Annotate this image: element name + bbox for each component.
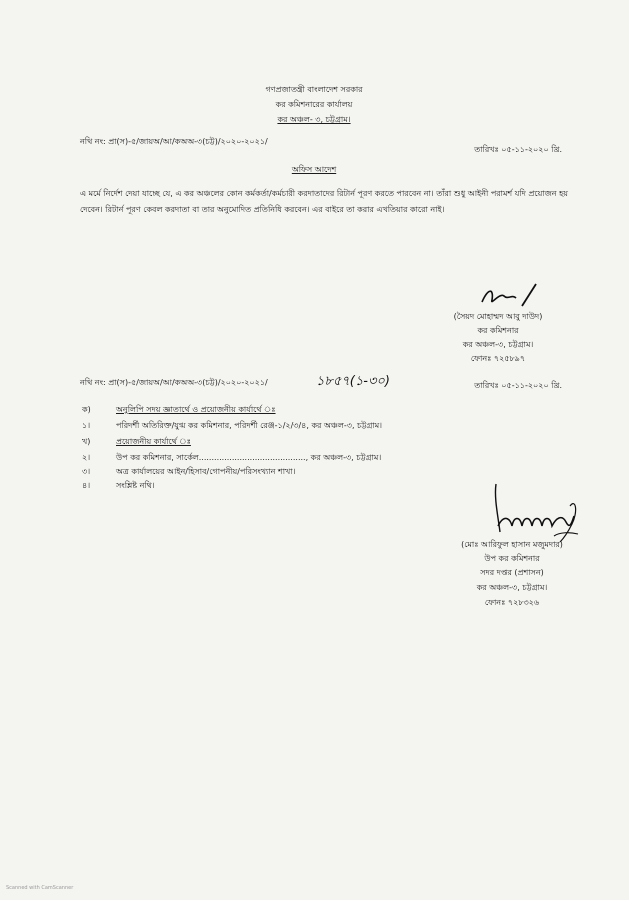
distribution-item-text: উপ কর কমিশনার, সার্কেল.........................................., কর অঞ্চল-৩, চট্টগ্রাম।	[116, 453, 382, 462]
signature-2-mark	[486, 476, 582, 546]
signatory2-phone: ফোনঃ ৭২৮৩২৬	[484, 598, 540, 607]
signatory1-office: কর অঞ্চল-৩, চট্টগ্রাম।	[462, 340, 534, 349]
header-line2: কর কমিশনারের কার্যালয়	[275, 100, 353, 109]
signatory2-office: সদর দপ্তর (প্রশাসন)	[480, 568, 544, 577]
signatory1-phone: ফোনঃ ৭২৫৮৯৭	[470, 354, 526, 363]
signatory1-name: (সৈয়দ মোহাম্মদ আবু দাউদ)	[453, 312, 543, 321]
memo2-date: তারিখঃ ০৫-১১-২০২০ খ্রি.	[474, 381, 562, 390]
distribution-item	[82, 467, 296, 477]
distribution-item	[82, 405, 276, 415]
distribution-item-text: সংশ্লিষ্ট নথি।	[116, 481, 155, 490]
distribution-item	[82, 437, 191, 447]
header-line1: গণপ্রজাতন্ত্রী বাংলাদেশ সরকার	[265, 85, 363, 94]
distribution-item-number: ক)	[82, 405, 91, 414]
order-title: অফিস আদেশ	[291, 165, 337, 174]
memo1-reference: নথি নং: প্রা(স)-৫/জায়অ/আ/কঅঅ-৩(চট্ট)/২০২০-২০২১/	[80, 137, 268, 146]
memo1-date: তারিখঃ ০৫-১১-২০২০ খ্রি.	[474, 145, 562, 154]
signatory2-name: (মোঃ আরিফুল হাসান মজুমদার)	[461, 540, 563, 549]
distribution-item	[82, 421, 382, 431]
header-line3: কর অঞ্চল- ৩, চট্টগ্রাম।	[277, 115, 351, 124]
signature-2	[486, 476, 582, 550]
memo2-handwritten-number: ১৮৫৭(১-৩০)	[316, 374, 390, 389]
memo2-reference: নথি নং: প্রা(স)-৫/জায়অ/আ/কঅঅ-৩(চট্ট)/২০২০-২০২১/	[80, 378, 268, 387]
distribution-item-text: পরিদর্শী অতিরিক্ত/যুগ্ম কর কমিশনার, পরিদর্শী রেঞ্জ-১/২/৩/৪, কর অঞ্চল-৩, চট্টগ্রাম।	[116, 421, 383, 430]
distribution-item-number: ১।	[82, 421, 91, 430]
signatory2-title: উপ কর কমিশনার	[484, 554, 540, 563]
distribution-item	[82, 481, 155, 491]
signature-1	[478, 282, 548, 314]
scanner-watermark: Scanned with CamScanner	[6, 885, 74, 891]
distribution-item-number: ২।	[82, 453, 91, 462]
signatory2-zone: কর অঞ্চল-৩, চট্টগ্রাম।	[476, 583, 548, 592]
distribution-item	[82, 453, 381, 463]
order-body: এ মর্মে নির্দেশ দেয়া যাচ্ছে যে, এ কর অঞ্চলের কোন কর্মকর্তা/কর্মচারী করদাতাদের রিটার্ন পূরণ করতে পারবেন না। তাঁরা শুধু আইনী পরামর্শ যদি প্রয়োজন হয় দেবেন। রিটার্ন পূরণ কেবল করদাতা বা তার অনুমোদিত প্রতিনিধি করবেন। এর বাইরে তা করার এখতিয়ার কারো নাই।	[80, 189, 568, 214]
distribution-item-text: অত্র কার্যালয়ের আইন/হিসাব/গোপনীয়/পরিসংখ্যান শাখা।	[116, 467, 296, 476]
distribution-item-number: খ)	[82, 437, 91, 446]
distribution-item-number: ৩।	[82, 467, 91, 476]
signatory1-title: কর কমিশনার	[477, 326, 519, 335]
signature-1-mark	[478, 282, 548, 310]
distribution-item-number: ৪।	[82, 481, 91, 490]
distribution-item-text: প্রয়োজনীয় কার্যার্থে ঃ	[116, 437, 191, 446]
distribution-item-text: অনুলিপি সদয় জ্ঞাতার্থে ও প্রয়োজনীয় কার্যার্থে ঃ	[116, 405, 276, 414]
